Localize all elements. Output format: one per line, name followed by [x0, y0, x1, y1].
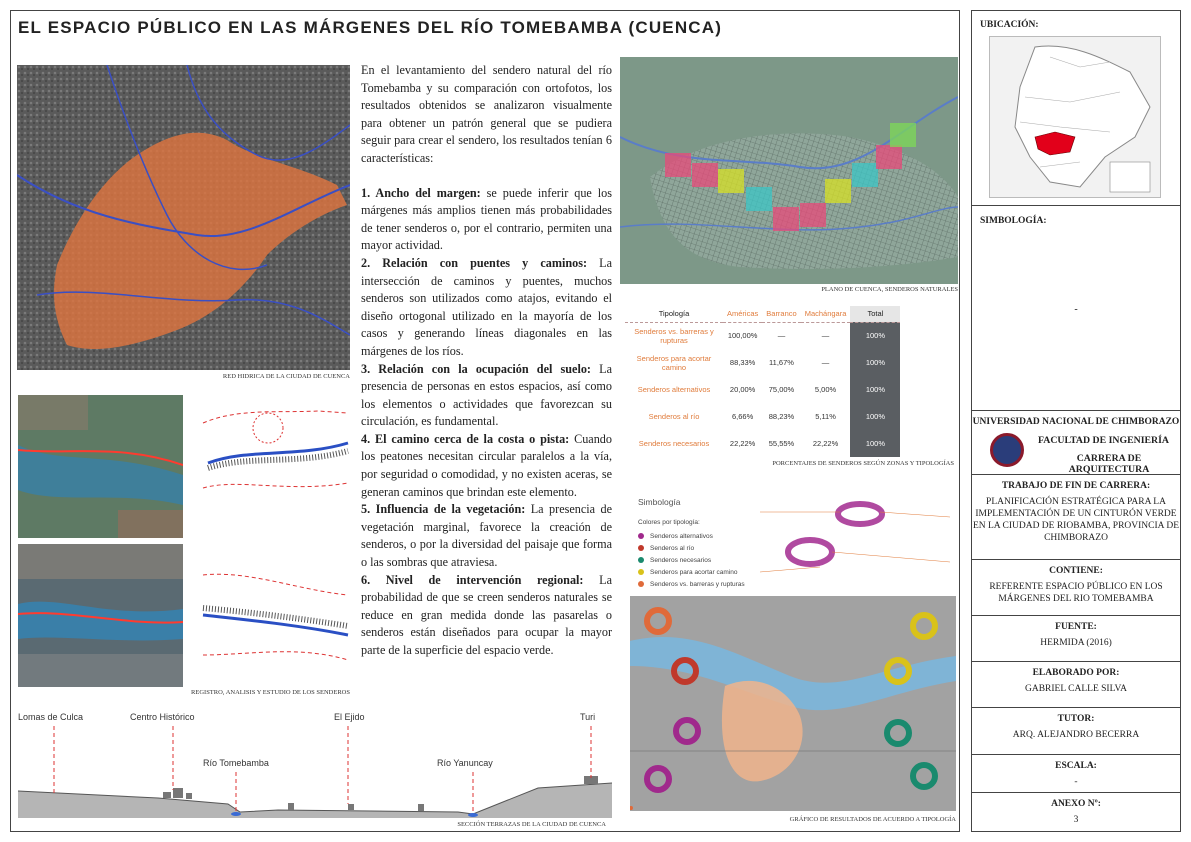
legend-item: Senderos al río [638, 542, 745, 554]
porcentajes-caption: PORCENTAJES DE SENDEROS SEGÚN ZONAS Y TIPOLOGÍAS [772, 460, 954, 467]
grafico-caption: GRÁFICO DE RESULTADOS DE ACUERDO A TIPOLOGÍA [789, 816, 956, 823]
legend-item: Senderos vs. barreras y rupturas [638, 578, 745, 590]
simbologia-value: - [1074, 304, 1078, 315]
body-item-6: 6. Nivel de intervención regional: La probabilidad de que se creen senderos naturales se reduce en gran medida donde las pasarelas o senderos están diseñados para ocupar la mayor parte de la superficie del espacio verde. [361, 572, 612, 657]
table-row: Senderos alternativos 20,00% 75,00% 5,00% 100% [625, 376, 900, 403]
label-turi: Turi [580, 712, 596, 722]
aerial-photo-1 [18, 395, 183, 538]
career-name: CARRERA DE ARQUITECTURA [1068, 453, 1150, 475]
seccion-caption: SECCIÓN TERRAZAS DE LA CIUDAD DE CUENCA [457, 821, 606, 828]
label-rio-yanuncay: Río Yanuncay [437, 758, 493, 768]
body-item-1: 1. Ancho del margen: se puede inferir que los márgenes más amplios tienen más probabilidades de tener senderos o, por el contrario, permiten una mayor actividad. [361, 185, 612, 253]
faculty-name: FACULTAD DE INGENIERÍA [1038, 435, 1170, 446]
table-header: Total [850, 306, 900, 322]
field-fuente: FUENTE: HERMIDA (2016) [972, 615, 1180, 661]
simbologia-label: SIMBOLOGÍA: [980, 216, 1047, 226]
body-item-2: 2. Relación con puentes y caminos: La intersección de caminos y puentes, muchos senderos son utilizados como atajos, evitando el diseño ortogonal utilizado en la mayoría de los casos y generando líneas diagonales en las márgenes de los ríos. [361, 255, 612, 358]
simbologia-legend [638, 497, 745, 590]
field-contiene: CONTIENE: REFERENTE ESPACIO PÚBLICO EN LOS MÁRGENES DEL RIO TOMEBAMBA [972, 559, 1180, 615]
legend-title: Simbología [638, 497, 681, 507]
field-elaborado: ELABORADO POR: GABRIEL CALLE SILVA [972, 661, 1180, 707]
university-cell [972, 410, 1180, 474]
sketch-1 [198, 403, 356, 503]
table-row: Senderos para acortar camino 88,33% 11,67% — 100% [625, 349, 900, 376]
table-header: Américas [723, 306, 762, 322]
table-row: Senderos necesarios 22,22% 55,55% 22,22% 100% [625, 430, 900, 457]
page-title: EL ESPACIO PÚBLICO EN LAS MÁRGENES DEL RÍO TOMEBAMBA (CUENCA) [18, 18, 723, 37]
table-header: Tipología [625, 306, 723, 322]
table-row: Senderos vs. barreras y rupturas 100,00% — — 100% [625, 322, 900, 349]
legend-subtitle: Colores por tipología: [638, 519, 700, 526]
field-tutor: TUTOR: ARQ. ALEJANDRO BECERRA [972, 707, 1180, 754]
body-text [361, 62, 612, 660]
aerial-photo-2 [18, 544, 183, 687]
resultados-map [630, 596, 956, 811]
simbologia-cell [972, 205, 1180, 410]
label-lomas-culca: Lomas de Culca [18, 712, 84, 722]
table-row: Senderos al río 6,66% 88,23% 5,11% 100% [625, 403, 900, 430]
university-logo [990, 433, 1024, 467]
label-centro-historico: Centro Histórico [130, 712, 195, 722]
field-trabajo: TRABAJO DE FIN DE CARRERA: PLANIFICACIÓN ESTRATÉGICA PARA LA IMPLEMENTACIÓN DE UN CINTURÓN VERDE EN LA CIUDAD DE RIOBAMBA, PROVINCIA DE CHIMBORAZO [972, 474, 1180, 559]
plano-caption: PLANO DE CUENCA, SENDEROS NATURALES [821, 286, 958, 293]
red-hidrica-caption: RED HIDRICA DE LA CIUDAD DE CUENCA [222, 373, 350, 380]
body-intro: En el levantamiento del sendero natural del río Tomebamba y su comparación con ortofotos, los resultados obtenidos se analizaron visualmente para obtener un patrón general que se pudiera seguir para crear el sendero, los resultados tenían 6 características: [361, 63, 612, 165]
field-anexo: ANEXO Nº: 3 [972, 792, 1180, 831]
ubicacion-label: UBICACIÓN: [980, 20, 1039, 30]
legend-item: Senderos alternativos [638, 530, 745, 542]
label-rio-tomebamba: Río Tomebamba [203, 758, 269, 768]
table-header: Barranco [762, 306, 800, 322]
tipologia-table [625, 306, 900, 457]
tipologia-diagram [760, 492, 950, 587]
table-header: Machángara [801, 306, 851, 322]
body-item-3: 3. Relación con la ocupación del suelo: La presencia de personas en estos espacios, así como los elementos o actividades que favorezcan su circulación, es fundamental. [361, 361, 612, 429]
university-name: UNIVERSIDAD NACIONAL DE CHIMBORAZO [972, 417, 1180, 427]
sketch-2 [198, 560, 356, 670]
plano-cuenca-map [620, 57, 958, 284]
ecuador-map [989, 36, 1161, 198]
red-hidrica-image [17, 65, 350, 370]
legend-item: Senderos para acortar camino [638, 566, 745, 578]
body-item-4: 4. El camino cerca de la costa o pista: Cuando los peatones necesitan circular paralelos a la vía, por seguridad o comodidad, y no existen aceras, se generan caminos que brindan este elemento. [361, 431, 612, 499]
field-escala: ESCALA: - [972, 754, 1180, 792]
label-el-ejido: El Ejido [334, 712, 365, 722]
body-item-5: 5. Influencia de la vegetación: La presencia de vegetación marginal, favorece la creación de senderos, o por la diversidad del paisaje que forma o las sombras que atraviesa. [361, 502, 612, 570]
terrain-section [18, 708, 612, 818]
legend-item: Senderos necesarios [638, 554, 745, 566]
registro-caption: REGISTRO, ANALISIS Y ESTUDIO DE LOS SENDEROS [191, 689, 350, 696]
